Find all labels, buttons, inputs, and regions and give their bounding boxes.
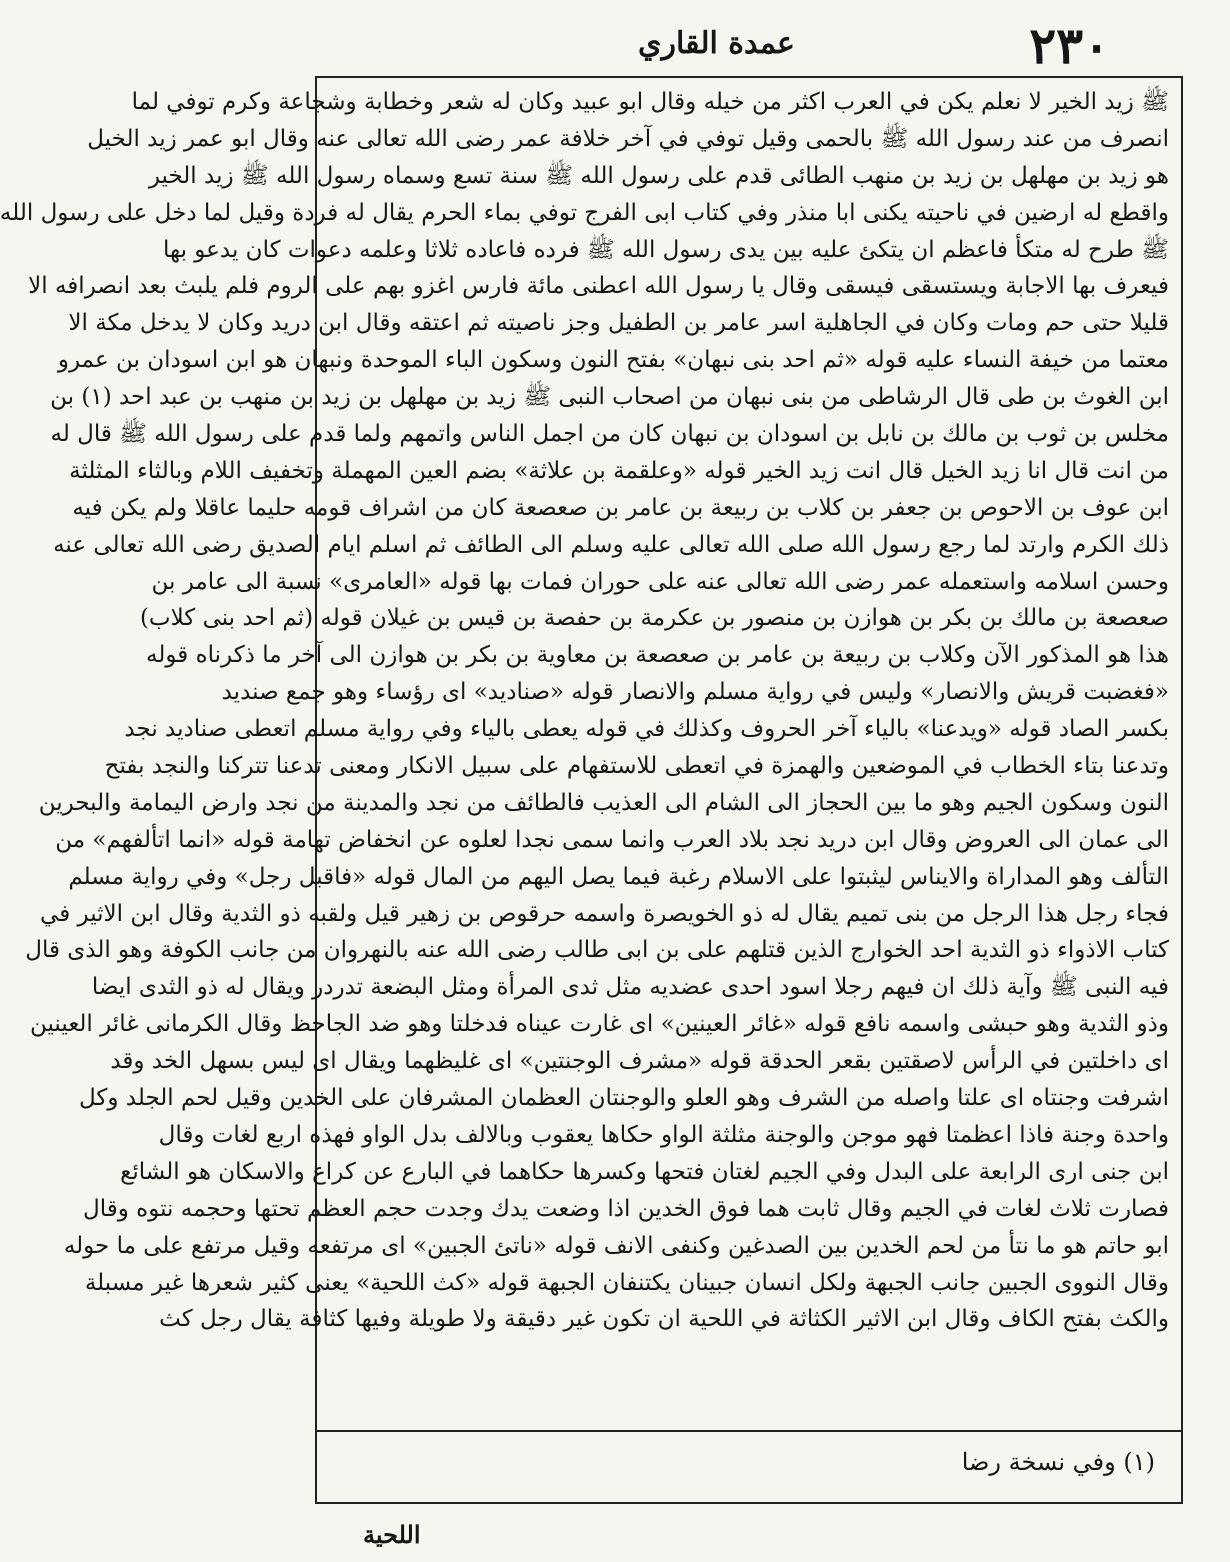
footnote-rule	[317, 1430, 1181, 1432]
text-line: النون وسكون الجيم وهو ما بين الحجاز الى الشام الى العذيب فالطائف من نجد والمدينة من نجد وارض اليمامة والبحرين	[38, 789, 1169, 816]
text-line: بكسر الصاد قوله «ويدعنا» بالياء آخر الحروف وكذلك في قوله يعطى بالياء وفي رواية مسلم اتعطى صناديد نجد	[124, 716, 1169, 743]
text-line: كتاب الاذواء ذو الثدية احد الخوارج الذين قتلهم على بن ابى طالب رضى الله عنه بالنهروان من جانب الكوفة وهو الذى قال	[25, 937, 1169, 964]
text-line: والكث بفتح الكاف وقال ابن الاثير الكثاثة في اللحية ان تكون غير دقيقة ولا طويلة وفيها كثافة يقال رجل كث	[159, 1306, 1169, 1333]
text-line: قليلا حتى حم ومات وكان في الجاهلية اسر عامر بن الطفيل وجز ناصيته ثم اعتقه وقال ابن دريد وكان لا يدخل مكة الا	[68, 310, 1169, 337]
text-line: «فغضبت قريش والانصار» وليس في رواية مسلم والانصار قوله «صناديد» اى رؤساء وهو جمع صنديد	[221, 679, 1169, 706]
text-line: واحدة وجنة فاذا اعظمتا فهو موجن والوجنة مثلثة الواو حكاها يعقوب وبالالف بدل الواو فهذه اربع لغات وقال	[158, 1121, 1169, 1148]
text-line: اشرفت وجنتاه اى علتا واصله من الشرف وهو العلو والوجنتان العظمان المشرفان على الخدين وقيل لحم الجلد وكل	[78, 1085, 1169, 1112]
text-line: معتما من خيفة النساء عليه قوله «ثم احد بنى نبهان» بفتح النون وسكون الباء الموحدة ونبهان هو ابن اسودان بن عمرو	[57, 347, 1169, 374]
text-line: ﷺ زيد الخير لا نعلم يكن في العرب اكثر من خيله وقال ابو عبيد وكان له شعر وخطابة وشجاعة وكرم توفي لما	[131, 89, 1169, 115]
page-header	[323, 16, 1110, 75]
text-line: ابو حاتم هو ما نتأ من لحم الخدين بين الصدغين وكنفى الانف قوله «ناتئ الجبين» اى مرتفعه وقيل مرتفع على ما حوله	[63, 1232, 1169, 1259]
text-line: من انت قال انا زيد الخيل قال انت زيد الخير قوله «وعلقمة بن علاثة» بضم العين المهملة وتخفيف اللام وبالثاء المثلثة	[69, 457, 1169, 484]
text-line: وتدعنا بتاء الخطاب في الموضعين والهمزة في اتعطى للاستفهام على سبيل الانكار ومعنى تدعنا تتركنا والنجد بفتح	[104, 753, 1169, 780]
text-line: فجاء رجل هذا الرجل من بنى تميم يقال له ذو الخويصرة واسمه حرقوص بن زهير قيل ولقبه ذو الثدية وقال ابن الاثير في	[40, 900, 1169, 927]
text-line: ابن جنى ارى الرابعة على البدل وفي الجيم لغتان فتحها وكسرها حكاهما في البارع عن كراع والاسكان هو الشائع	[120, 1158, 1169, 1185]
text-line: فيعرف بها الاجابة ويستسقى فيسقى وقال يا رسول الله اعطنى مائة فارس اغزو بهم على الروم فلم يلبث بعد انصرافه الا	[28, 273, 1169, 300]
text-line: ابن الغوث بن طى قال الرشاطى من بنى نبهان من اصحاب النبى ﷺ زيد بن مهلهل بن زيد بن منهب بن عبد احد (١) بن	[50, 384, 1169, 411]
page-number: ٢٣٠	[1029, 16, 1110, 75]
running-title: عمدة القاري	[638, 26, 795, 61]
text-line: فصارت ثلاث لغات في الجيم وقال ثابت هما فوق الخدين اذا وضعت يدك وجدت حجم العظم تحتها وحجمه نتوه وقال	[83, 1195, 1169, 1222]
text-line: ذلك الكرم وارتد لما رجع رسول الله صلى الله تعالى عليه وسلم الى الطائف ثم اسلم ايام الصديق رضى الله تعالى عنه	[53, 531, 1169, 558]
text-line: الى عمان الى العروض وقال ابن دريد نجد بلاد العرب وانما سمى نجدا لعلوه عن انخفاض تهامة قوله «انما اتألفهم» من	[55, 826, 1169, 853]
text-line: وذو الثدية وهو حبشى واسمه نافع قوله «غائر العينين» اى غارت عيناه فدخلتا وهو ضد الجاحظ وقال الكرمانى غائر العينين	[29, 1011, 1169, 1038]
text-line: صعصعة بن مالك بن بكر بن هوازن بن منصور بن عكرمة بن حفصة بن قيس بن غيلان قوله (ثم احد بنى كلاب)	[139, 605, 1169, 632]
text-line: فيه النبى ﷺ وآية ذلك ان فيهم رجلا اسود احدى عضديه مثل ثدى المرأة ومثل البضعة تدردر ويقال له ذو الثدى ايضا	[91, 974, 1169, 1001]
footnote: (١) وفي نسخة رضا	[961, 1448, 1155, 1476]
text-line: التألف وهو المداراة والايناس ليثبتوا على الاسلام رغبة فيما يصل اليهم من المال قوله «فاقبل رجل» وفي رواية مسلم	[68, 863, 1169, 890]
body-text	[0, 84, 1169, 1338]
text-line: ﷺ طرح له متكأ فاعظم ان يتكئ عليه بين يدى رسول الله ﷺ فرده فاعاده ثلاثا وعلمه دعوات كان يدعو بها	[162, 236, 1169, 263]
text-line: هذا هو المذكور الآن وكلاب بن ربيعة بن عامر بن صعصعة بن معاوية بن بكر بن هوازن الى آخر ما ذكرناه قوله	[146, 642, 1169, 669]
text-line: انصرف من عند رسول الله ﷺ بالحمى وقيل توفي في آخر خلافة عمر رضى الله تعالى عنه وقال ابو عمر زيد الخيل	[87, 125, 1169, 152]
text-line: وقال النووى الجبين جانب الجبهة ولكل انسان جبينان يكتنفان الجبهة قوله «كث اللحية» يعنى كثير شعرها غير مسبلة	[84, 1269, 1169, 1296]
text-line: مخلس بن ثوب بن مالك بن نابل بن اسودان بن نبهان كان من اجمل الناس واتمهم ولما قدم على رسول الله ﷺ قال له	[50, 421, 1169, 448]
text-frame	[0, 76, 1183, 1504]
text-line: وحسن اسلامه واستعمله عمر رضى الله تعالى عنه على حوران فمات بها قوله «العامرى» نسبة الى عامر بن	[151, 568, 1169, 595]
text-line: هو زيد بن مهلهل بن زيد بن منهب الطائى قدم على رسول الله ﷺ سنة تسع وسماه رسول الله ﷺ زيد الخير	[148, 162, 1169, 189]
catchword: اللحية	[363, 1520, 421, 1549]
text-line: واقطع له ارضين في ناحيته يكنى ابا منذر وفي كتاب ابى الفرج توفي بماء الحرم يقال له فردة وقيل لما دخل على رسول الله	[0, 199, 1169, 226]
text-line: اى داخلتين في الرأس لاصقتين بقعر الحدقة قوله «مشرف الوجنتين» اى غليظهما ويقال اى ليس بسهل الخد وقد	[110, 1048, 1169, 1075]
text-line: ابن عوف بن الاحوص بن جعفر بن كلاب بن ربيعة بن عامر بن صعصعة كان من اشراف قومه حليما عاقلا ولم يكن فيه	[72, 494, 1169, 521]
